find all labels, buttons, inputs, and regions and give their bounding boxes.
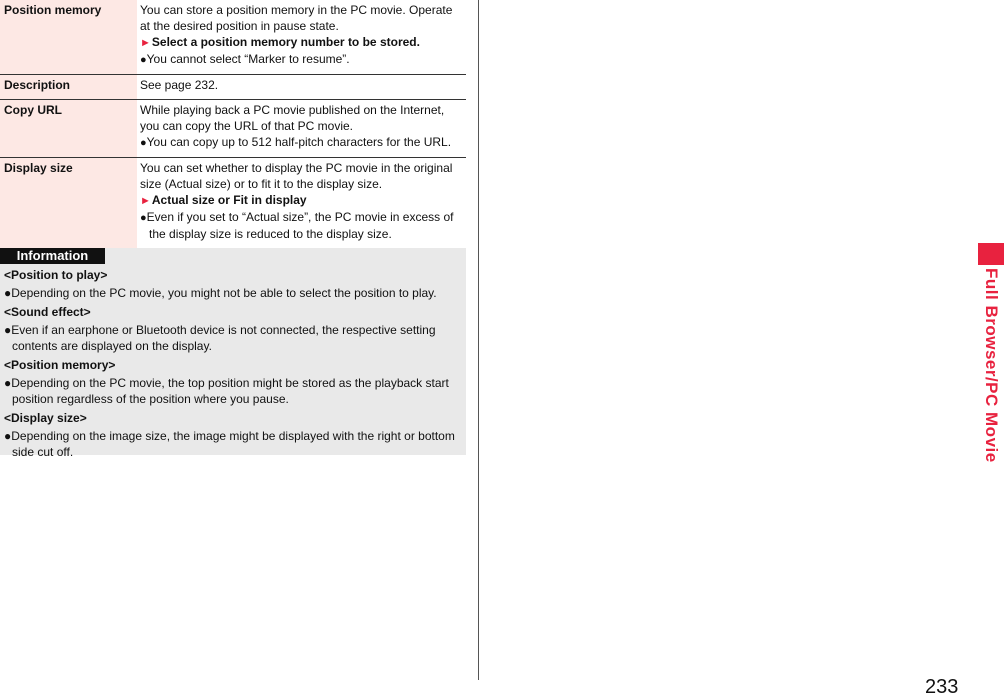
row-term: Copy URL <box>0 100 137 158</box>
arrow-icon: ► <box>140 195 151 207</box>
information-tag: Information <box>0 248 105 264</box>
row-term: Display size <box>0 158 137 249</box>
row-description <box>137 158 466 249</box>
info-heading: <Display size> <box>4 411 87 425</box>
row-description <box>137 100 466 158</box>
info-section <box>4 357 458 407</box>
info-bullet <box>4 285 458 301</box>
arrow-icon: ► <box>140 37 151 49</box>
page-number: 233 <box>925 676 959 698</box>
description-text: You can store a position memory in the PC movie. Operate at the desired position in pause state. <box>140 3 453 33</box>
info-heading: <Sound effect> <box>4 305 91 319</box>
bullet-icon: ● <box>4 286 12 300</box>
info-bullet <box>4 322 458 354</box>
info-heading: <Position to play> <box>4 268 108 282</box>
page-divider <box>478 0 479 680</box>
description-text: While playing back a PC movie published on the Internet, you can copy the URL of that PC movie. <box>140 103 445 133</box>
info-text: Depending on the PC movie, you might not be able to select the position to play. <box>11 286 437 300</box>
table-row <box>0 100 466 158</box>
row-description <box>137 75 466 100</box>
table-row <box>0 75 466 100</box>
row-description <box>137 0 466 75</box>
info-bullet <box>4 428 458 460</box>
note-text: You can copy up to 512 half-pitch characters for the URL. <box>146 135 452 149</box>
chapter-label: Full Browser/PC Movie <box>982 268 1001 463</box>
note-bullet <box>140 134 463 151</box>
action-text: Actual size or Fit in display <box>151 193 307 207</box>
note-bullet <box>140 209 463 242</box>
bullet-icon: ● <box>4 323 12 337</box>
note-text: You cannot select “Marker to resume”. <box>146 52 350 66</box>
information-content <box>4 267 458 463</box>
info-section <box>4 267 458 301</box>
note-bullet <box>140 51 463 68</box>
info-heading: <Position memory> <box>4 358 116 372</box>
information-box <box>0 248 466 459</box>
bullet-icon: ● <box>140 137 147 149</box>
action-text: Select a position memory number to be stored. <box>151 35 420 49</box>
row-term: Position memory <box>0 0 137 75</box>
table-row <box>0 0 466 75</box>
function-table <box>0 0 466 249</box>
action-step <box>140 192 463 209</box>
info-section <box>4 410 458 460</box>
bullet-icon: ● <box>4 376 12 390</box>
table-row <box>0 158 466 249</box>
info-bullet <box>4 375 458 407</box>
bullet-icon: ● <box>140 212 147 224</box>
note-text: Even if you set to “Actual size”, the PC movie in excess of the display size is reduced to the display size. <box>146 210 454 241</box>
description-text: You can set whether to display the PC movie in the original size (Actual size) or to fit it to the display size. <box>140 161 453 191</box>
info-text: Depending on the PC movie, the top position might be stored as the playback start position regardless of the position where you pause. <box>11 376 449 406</box>
description-text: See page 232. <box>140 78 219 92</box>
info-section <box>4 304 458 354</box>
chapter-tab-marker <box>978 243 1004 265</box>
info-text: Even if an earphone or Bluetooth device is not connected, the respective setting contents are displayed on the display. <box>11 323 436 353</box>
bullet-icon: ● <box>140 54 147 66</box>
row-term: Description <box>0 75 137 100</box>
bullet-icon: ● <box>4 429 12 443</box>
action-step <box>140 34 463 51</box>
info-text: Depending on the image size, the image might be displayed with the right or bottom side cut off. <box>11 429 455 459</box>
